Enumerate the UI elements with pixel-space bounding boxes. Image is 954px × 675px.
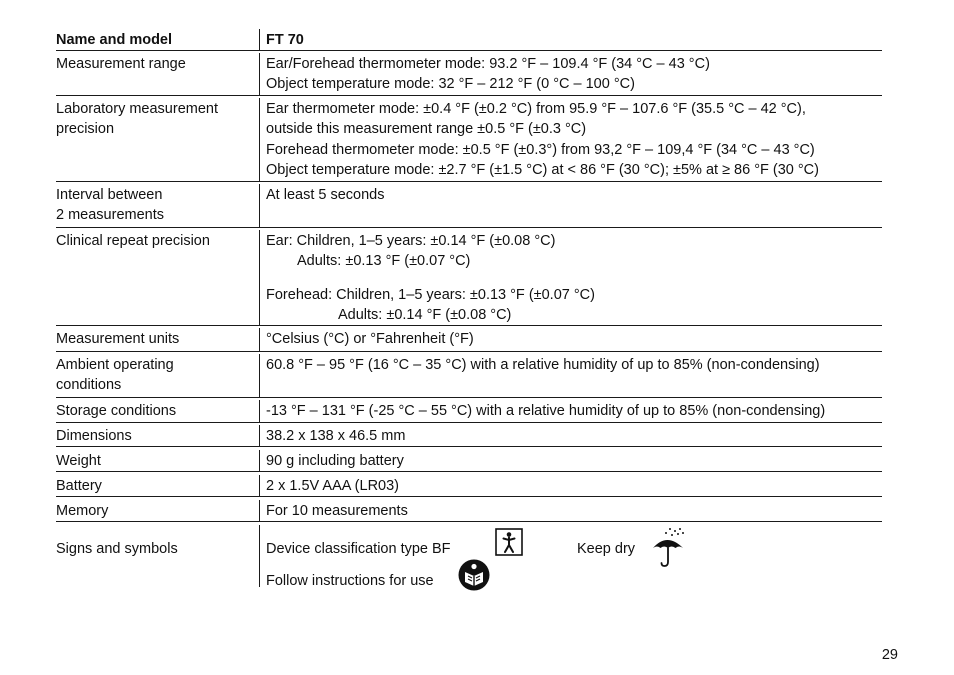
spec-value: 2 x 1.5V AAA (LR03) [259,475,882,496]
spec-row-units [56,328,882,352]
spec-label: Weight [56,453,101,469]
header-value: FT 70 [259,29,882,50]
follow-instructions-text: Follow instructions for use [266,573,434,589]
spec-value: Ear: Children, 1–5 years: ±0.14 °F (±0.08 °C) Adults: ±0.13 °F (±0.07 °C) Forehead: Children, 1–5 years: ±0.13 °F (±0.07 °C) Adults: ±0.14 °F (±0.08 °C) [259,230,882,325]
instructions-book-icon [458,559,490,597]
spec-value: At least 5 seconds [259,184,882,227]
spec-row-clinical-precision [56,230,882,326]
spec-value: -13 °F – 131 °F (-25 °C – 55 °C) with a relative humidity of up to 85% (non-condensing) [259,400,882,422]
spec-label: Storage conditions [56,403,177,419]
spec-label: Dimensions [56,428,132,444]
spec-row-interval [56,184,882,228]
spec-label: Interval between 2 measurements [56,187,164,223]
spec-value: Ear/Forehead thermometer mode: 93.2 °F – 109.4 °F (34 °C – 43 °C) Object temperature mode: 32 °F – 212 °F (0 °C – 100 °C) [259,53,882,95]
spec-value: 90 g including battery [259,450,882,471]
spec-row-ambient [56,354,882,398]
spec-label: Measurement range [56,56,186,72]
spec-value: Ear thermometer mode: ±0.4 °F (±0.2 °C) from 95.9 °F – 107.6 °F (35.5 °C – 42 °C), outside this measurement range ±0.5 °F (±0.3 °C) Forehead thermometer mode: ±0.5 °F (±0.3°) from 93,2 °F – 109,4 °F (34 °C – 43 °C) Object temperature mode: ±2.7 °F (±1.5 °C) at < 86 °F (30 °C); ±5% at ≥ 86 °F (30 °C) [259,98,882,181]
keep-dry-text: Keep dry [577,541,636,557]
spec-label: Ambient operating conditions [56,357,174,393]
header-label: Name and model [56,32,173,48]
spec-label: Measurement units [56,331,180,347]
spec-value: For 10 measurements [259,500,882,521]
spec-label: Memory [56,503,109,519]
spec-row-memory [56,500,882,522]
spec-row-signs [56,525,882,587]
spec-row-lab-precision [56,98,882,182]
spec-value: 60.8 °F – 95 °F (16 °C – 35 °C) with a relative humidity of up to 85% (non-condensing) [259,354,882,397]
spec-label: Laboratory measurement precision [56,101,218,137]
spec-label: Signs and symbols [56,541,178,557]
type-bf-person-icon [495,528,523,562]
spec-value: °Celsius (°C) or °Fahrenheit (°F) [259,328,882,351]
umbrella-rain-icon [650,526,686,574]
type-bf-text: Device classification type BF [266,541,451,557]
spec-row-battery [56,475,882,497]
spec-row-storage [56,400,882,423]
spec-row-dimensions [56,425,882,447]
spec-row-weight [56,450,882,472]
spec-label: Clinical repeat precision [56,233,210,249]
spec-label: Battery [56,478,102,494]
header-row [56,29,882,51]
spec-value: 38.2 x 138 x 46.5 mm [259,425,882,446]
spec-row-measurement-range [56,53,882,96]
page-number: 29 [881,647,898,663]
spec-value [259,525,882,587]
